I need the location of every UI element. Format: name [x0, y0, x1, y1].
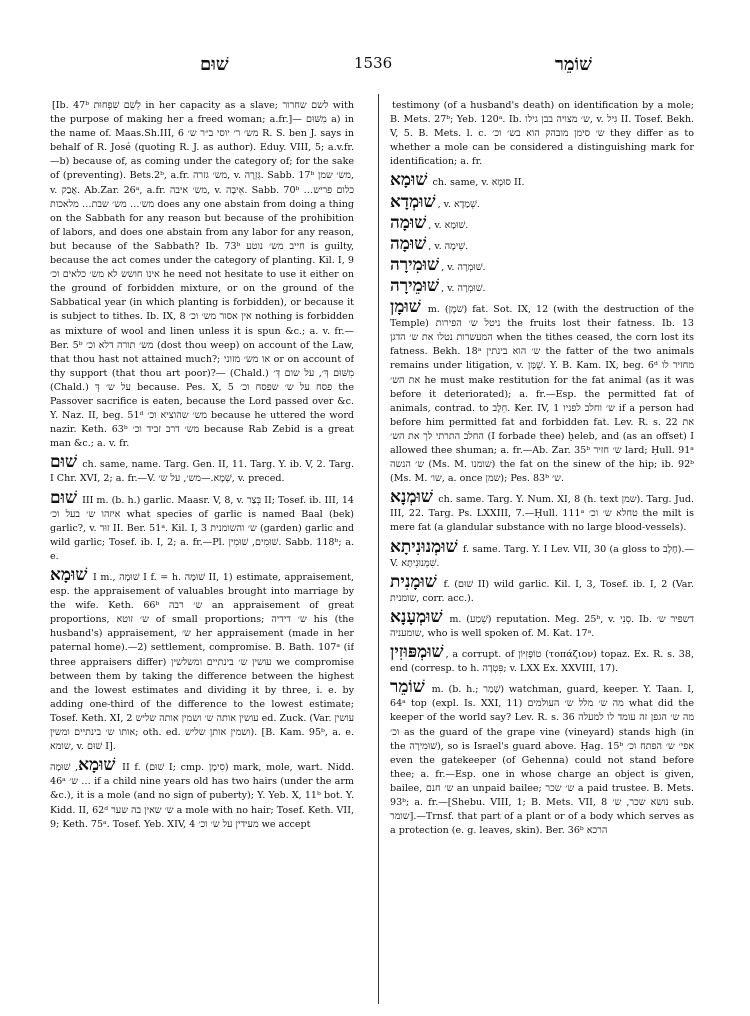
dictionary-entry [390, 235, 694, 254]
column-divider [378, 94, 379, 1004]
dictionary-entry [390, 678, 694, 838]
dictionary-entry [50, 566, 354, 754]
dictionary-entry [390, 214, 694, 233]
entry-headword: שׁוּמְנוּנִיתָא [390, 536, 458, 557]
right-column [390, 94, 694, 1006]
entry-headword: שׁוּמְעָנָא [390, 606, 443, 627]
entry-headword: שׁוּמְדָא [390, 191, 436, 212]
dictionary-entry [390, 573, 694, 606]
dictionary-entry [50, 756, 354, 831]
entry-text: , v. שׁוּמָא. [428, 219, 469, 231]
entry-headword: שׁוּמָא [78, 755, 116, 776]
entry-text: f. same. Targ. Y. I Lev. VII, 30 (a gloss to חֶלֶב).—V. שִׁמְנוּנִיתָא. [390, 543, 694, 569]
entry-text: , v. שׁוּמְרָה. [441, 261, 486, 273]
left-column [50, 94, 354, 1006]
left-guide-word: שׁוּם [200, 54, 229, 75]
dictionary-entry [390, 94, 694, 169]
dictionary-entry [390, 277, 694, 296]
page-header [0, 50, 750, 80]
entry-text: III m. (b. h.) garlic. Maasr. V, 8, v. בְּצַר II; Tosef. ib. III, 14 איזהו ש׳ בעל וכ׳ what species of garlic is named Baal (bek) garlic?, v. זוּר II. Ber. 51ᵃ. Kil. I, 3 ש׳ והשומנית (garden) garlic and wild garlic; Tosef. ib. I, 2; a. fr.—Pl. שׁוּמִים, שׁוּמִין. Sabb. 118ᵇ; a. e. [50, 494, 354, 562]
entry-headword: שׁוּמָנִית [390, 571, 437, 592]
entry-text: ch. same. Targ. Y. Num. XI, 8 (h. text שמן). Targ. Jud. III, 22. Targ. Ps. LXXIII, 7.—Ḥull. 111ᵃ טחלא ש׳ וכ׳ the milt is mere fat (a glandular substance with no large blood-vessels). [390, 494, 694, 534]
dictionary-entry [50, 489, 354, 564]
entry-text: m. (שֹׁמֶן) fat. Sot. IX, 12 (with the destruction of the Temple) ניטל ש׳ הפירות the fruits lost their fatness. Ib. 13 המעשרות נטלו את ש׳ הדגן when the tithes ceased, the corn lost its fatness. Bekh. 18ᵃ ש׳ הוא בינתין the fatter of the two animals remains under litigation, v. שֻׁמָּן. Y. B. Kam. IX, beg. 6ᵈ מחזיר לו את הש׳ he must make restitution for the fat animal (as it was before it deteriorated); a. fr.—Esp. the permitted fat of animals, contrad. to חֵלֶב. Ker. IV, 1 ש׳ וחלב לפניו if a person had before him permitted fat and forbidden fat. Lev. R. s. 22 את החלב התרתי לך את הש׳ (I forbade thee) ḥeleb, and (as an offset) I allowed thee shuman; a. fr.—Ab. Zar. 35ᵇ ש׳ חזיר lard; Ḥull. 91ᵃ ש׳ הנשה (Ms. M. שומנו) the fat on the sinew of the hip; ib. 92ᵇ (Ms. M. שו׳, a. once שמן); Pes. 83ᵇ ש׳. [390, 304, 694, 485]
dictionary-entry [390, 643, 694, 676]
entry-headword: שׁוּמָה [390, 233, 427, 254]
entry-headword: שׁוּמָא [390, 170, 428, 191]
entry-text: , v. שְׁמַדָא. [437, 198, 480, 210]
dictionary-entry [390, 608, 694, 641]
page-number: 1536 [354, 54, 393, 72]
entry-headword: שׁוּמֵירָה [390, 275, 440, 296]
entry-text: ch. same, name. Targ. Gen. II, 11. Targ. Y. ib. V, 2. Targ. I Chr. XVI, 2; a. fr.—V. שְׁמָא.—מש׳, על ש׳, v. preced. [50, 459, 354, 485]
right-guide-word: שׁוֹמֵר [555, 54, 592, 75]
dictionary-entry [390, 256, 694, 275]
entry-text: f. (שׁוּם II) wild garlic. Kil. I, 3, Tosef. ib. I, 2 (Var. שומנית, corr. acc.). [390, 578, 694, 604]
entry-headword: שׁוּמָה [390, 212, 427, 233]
entry-headword: שׁוּמָן [390, 297, 421, 318]
entry-text: [Ib. 47ᵇ לְשֵׁם שִׁפְחוּת in her capacity as a slave; לשם שחרור with the purpose of making her a freed woman; a.fr.]— מִשּׁוּם a) in the name of. Maas.Sh.III, 6 מש׳ ר׳ יוסי ב״ר ש׳ R. S. ben J. says in behalf of R. José (quoting R. J. as author). Eduy. VIII, 5; a.v.fr.—b) because of, as coming under the category of; for the sake of (preventing). Bets.2ᵇ, a.fr. מש׳ גזרה, v. גְּזֵרָה. Sabb. 17ᵇ מש׳ שמן, v. אֲבַק. Ab.Zar. 26ᵃ, a.fr. מש׳ איבה, v. אֵיבָה. Sabb. 70ᵇ כלום פריש… מש׳… מש׳ שבת… מלאכות does any one abstain from doing a thing on the Sabbath for any reason but because of the prohibition of labors, and does one abstain from any labor for any reason, but because of the Sabbath? Ib. 73ᵇ חייב מש׳ נוטע is guilty, because the act comes under the category of planting. Kil. I, 9 אינו חושש לא מש׳ כלאים וכ׳ he need not hesitate to use it either on the ground of forbidden mixture, or on the ground of the Sabbatical year (in which planting is forbidden), or because it is subject to tithes. Ib. IX, 8 אין אסור מש׳ וכ׳ nothing is forbidden as mixture of wool and linen unless it is spun &c.; a. v. fr.— Ber. 5ᵇ מש׳ תורה דלא וכ׳ (dost thou weep) on account of the Law, that thou hast not attained much?; או מש׳ מזוני or on account of thy support (that thou art poor)?— (Chald.) מִשּׁוּם דְּ׳, על שום דְּ׳ (Chald.) על ש׳ דְּ because. Pes. X, 5 פסח על ש׳ שפסח וכ׳ the Passover sacrifice is eaten, because the Lord passed over &c. Y. Naz. II, beg. 51ᵈ מש׳ שהוציא וכ׳ because he uttered the word nazir. Keth. 63ᵇ מש׳ דרב זביד וכ׳ because Rab Zebid is a great man &c.; a. v. fr. [50, 100, 354, 450]
entry-text: m. (שֵׁמַע) reputation. Meg. 25ᵇ, v. סְנִי. Ib. דשפיר ש׳ שומעניה, who is well spoken of. M. Kat. 17ᵃ. [390, 613, 694, 639]
entry-text: , v. שׁוּמְרָה. [441, 282, 486, 294]
entry-text: , שׁוּמָה II f. (שׁוּם I; cmp. סִימָן) mark, mole, wart. Nidd. 46ᵃ ש׳ … if a child nine years old has two hairs (under the arm &c.), it is a mole (and no sign of puberty); Y. Yeb. X, 11ᵇ bot. Y. Kidd. II, 62ᵈ ש׳ שאין בה שער a mole with no hair; Tosef. Keth. VII, 9; Keth. 75ᵃ. Tosef. Yeb. XIV, 4 מעידין על ש׳ וכ׳ we accept [50, 762, 354, 830]
dictionary-entry [390, 488, 694, 535]
dictionary-entry [390, 171, 694, 190]
entry-text: m. (b. h.; שָׁמַר) watchman, guard, keeper. Y. Taan. I, 64ᵃ top (expl. Is. XXI, 11) מה ש׳ מלל ש׳ העולמים what did the keeper of the world say? Lev. R. s. 36 מה ש׳ הגפן זה עומד לו למעלה וכ׳ as the guard of the grape vine (vineyard) stands high (in the שׁוּמִירָה), so is Israel's guard above. Ḥag. 15ᵇ אפי׳ ש׳ הפתח וכ׳ even the gatekeeper (of Gehenna) could not stand before thee; a. fr.—Esp. one in whose charge an object is given, bailee, ש׳ חנם an unpaid bailee; ש׳ שכר a paid trustee. B. Mets. 93ᵇ; a. fr.—[Shebu. VIII, 1; B. Mets. VII, 8 נושא שכר, ש׳ sub. שומר].—Trnsf. that part of a plant or of a body which serves as a protection (e. g. leaves, skin). Ber. 36ᵇ הרכא [390, 684, 694, 837]
dictionary-entry [50, 453, 354, 486]
dictionary-entry [390, 538, 694, 571]
dictionary-entry [390, 298, 694, 486]
entry-text: testimony (of a husband's death) on identification by a mole; B. Mets. 27ᵇ; Yeb. 120ᵃ. Ib. ש׳ מצויה בבן גילו, v. גִּיל II. Tosef. Bekh. V, 5. B. Mets. l. c. ש׳ סימן מובהק הוא בש׳ וכ׳ they differ as to whether a mole can be considered a distinguishing mark for identification; a. fr. [390, 100, 694, 168]
entry-headword: שׁוּמָא [50, 565, 88, 585]
entry-headword: שׁוּמִירָה [390, 254, 440, 275]
dictionary-entry [50, 94, 354, 451]
entry-text: , a corrupt. of טוֹפָּזִיּוֹן (τοπάζιον) topaz. Ex. R. s. 38, end (corresp. to h. פִּטְדָה; v. LXX Ex. XXVIII, 17). [390, 649, 694, 675]
entry-text: I m., שׁוּמָה I f. = h. שׁוּמָה II, 1) estimate, appraisement, esp. the appraisement of valuables brought into marriage by the wife. Keth. 66ᵇ ש׳ רבה an appraisement of great proportions, ש׳ זוטא of small proportions; ש׳ דידיה his (the husband's) appraisement, ש׳ her appraisement (made in her paternal home).—2) settlement, compromise. B. Bath. 107ᵃ (if three appraisers differ) עושין ש׳ בינתיים ומשלשין we compromise between them by taking the difference between the highest and the lowest estimates and dividing it by three, i. e. by adding one-third of the difference to the lowest estimate; Tosef. Keth. XI, 2 עושין אותה ש׳ ושמין אותה שליש ed. Zuck. (Var. עושין אותו ש׳ בינתיים ומשין; oth. ed. ושמין אותן שליש). [B. Kam. 95ᵇ, a. e. שומא, v. שׁוּם I]. [50, 572, 354, 753]
entry-headword: שׁוּמְנָא [390, 487, 433, 508]
entry-headword: שׁוּם [50, 487, 77, 508]
entry-headword: שׁוּם [50, 452, 77, 473]
entry-text: , v. שֵׁימָה. [428, 240, 469, 252]
dictionary-entry [390, 193, 694, 212]
entry-text: ch. same, v. סוּמָא II. [432, 177, 525, 189]
entry-headword: שׁוּמְפּוּזִין [390, 642, 444, 663]
entry-headword: שׁוֹמֵר [390, 677, 425, 698]
